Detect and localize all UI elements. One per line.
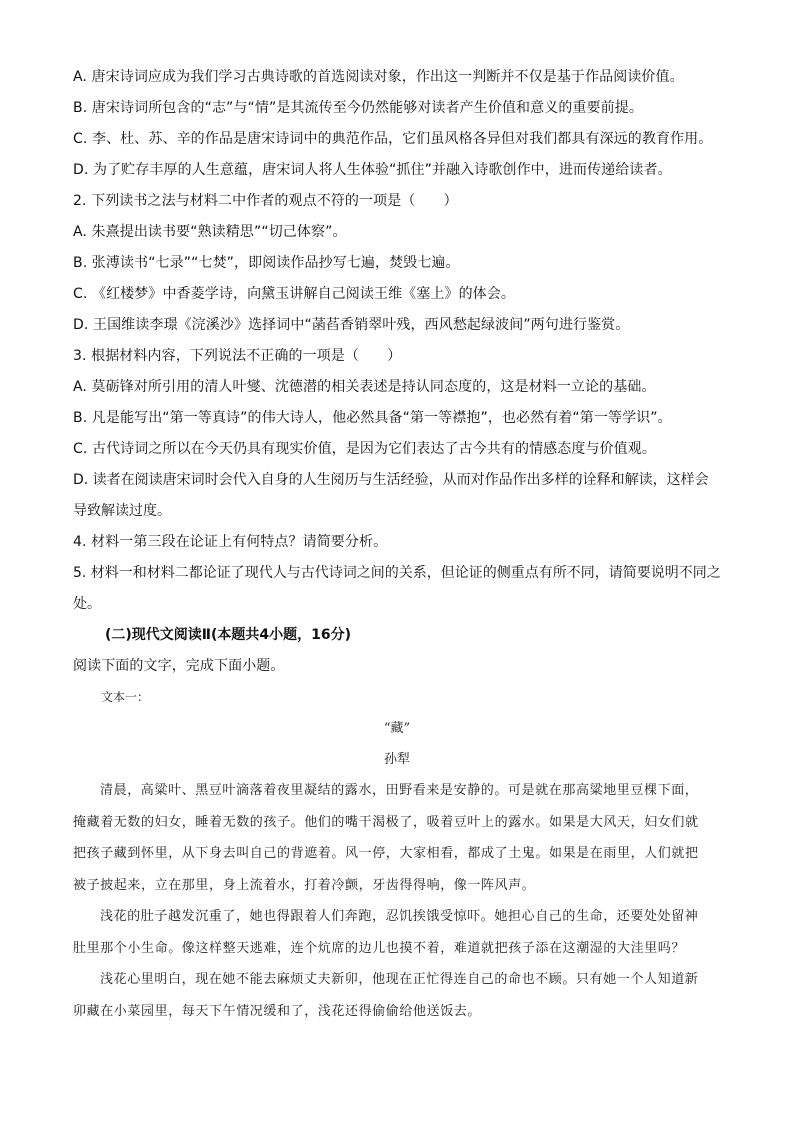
q1-option-d: D. 为了贮存丰厚的人生意蕴，唐宋词人将人生体验“抓住”并融入诗歌创作中，进而传递给读者。 [73, 162, 672, 178]
q5-line-2: 处。 [73, 596, 101, 612]
story-paragraph-3 [73, 964, 721, 1027]
section-2-instruction: 阅读下面的文字，完成下面小题。 [73, 658, 285, 674]
q5-line-1: 5. 材料一和材料二都论证了现代人与古代诗词之间的关系，但论证的侧重点有所不同，请简要说明不同之 [73, 565, 721, 581]
question-4: 4. 材料一第三段在论证上有何特点？请简要分析。 [73, 534, 388, 550]
question-5 [73, 558, 721, 620]
q3-option-c: C. 古代诗词之所以在今天仍具有现实价值，是因为它们表达了古今共有的情感态度与价值观。 [73, 441, 656, 457]
q1-option-a: A. 唐宋诗词应成为我们学习古典诗歌的首选阅读对象，作出这一判断并不仅是基于作品阅读价值。 [73, 69, 684, 85]
story-line: 把孩子藏到怀里，从下身去叫自己的背遮着。风一停，大家相看，都成了土鬼。如果是在雨里，人们就把 [73, 846, 699, 861]
q2-option-c: C. 《红楼梦》中香菱学诗，向黛玉讲解自己阅读王维《塞上》的体会。 [73, 286, 515, 302]
q2-stem: 2. 下列读书之法与材料二中作者的观点不符的一项是（ ） [73, 193, 458, 209]
question-2 [73, 186, 721, 341]
q3-option-a: A. 莫砺锋对所引用的清人叶燮、沈德潜的相关表述是持认同态度的，这是材料一立论的基础。 [73, 379, 656, 395]
story-title: “藏” [383, 721, 411, 736]
story-line: 浅花心里明白，现在她不能去麻烦丈夫新卯，他现在正忙得连自己的命也不顾。只有她一个人知道新 [100, 972, 699, 987]
story-paragraph-1 [73, 775, 721, 901]
q3-stem: 3. 根据材料内容，下列说法不正确的一项是（ ） [73, 348, 402, 364]
q2-option-d: D. 王国维读李璟《浣溪沙》选择词中“菡萏香销翠叶残，西风愁起绿波间”两句进行鉴赏。 [73, 317, 630, 333]
story-line: 被子披起来，立在那里，身上流着水，打着冷颤，牙齿得得响，像一阵风声。 [73, 877, 536, 893]
text-one-label: 文本一： [101, 690, 150, 704]
story-body [73, 775, 721, 1027]
section-2-heading: (二)现代文阅读Ⅱ(本题共4小题，16分) [105, 627, 352, 643]
story-line: 掩藏着无数的妇女，睡着无数的孩子。他们的嘴干渴极了，吸着豆叶上的露水。如果是大风天，妇女们就 [73, 814, 699, 830]
question-1-options [73, 62, 721, 186]
question-3 [73, 341, 721, 527]
story-line: 肚里那个小生命。像这样整天逃难，连个炕席的边儿也摸不着，难道就把孩子添在这潮湿的大洼里吗？ [73, 940, 686, 956]
q2-option-a: A. 朱熹提出读书要“熟读精思”“切己体察”。 [73, 224, 347, 240]
story-line: 卯藏在小菜园里，每天下午情况缓和了，浅花还得偷偷给他送饭去。 [73, 1003, 482, 1019]
document-page [73, 62, 721, 1027]
q3-option-d-line-1: D. 读者在阅读唐宋词时会代入自身的人生阅历与生活经验，从而对作品作出多样的诠释和解读，这样会 [73, 472, 709, 488]
story-line: 清晨，高粱叶、黑豆叶滴落着夜里凝结的露水，田野看来是安静的。可是就在那高粱地里豆棵下面， [100, 783, 699, 798]
story-author: 孙犁 [383, 752, 410, 767]
q1-option-b: B. 唐宋诗词所包含的“志”与“情”是其流传至今仍然能够对读者产生价值和意义的重要前提。 [73, 100, 643, 116]
q3-option-b: B. 凡是能写出“第一等真诗”的伟大诗人，他必然具备“第一等襟抱”，也必然有着“第一等学识”。 [73, 410, 672, 426]
q3-option-d-line-2: 导致解读过度。 [73, 503, 171, 519]
q1-option-c: C. 李、杜、苏、辛的作品是唐宋诗词中的典范作品，它们虽风格各异但对我们都具有深远的教育作用。 [73, 131, 713, 147]
q2-option-b: B. 张溥读书“七录”“七焚”，即阅读作品抄写七遍，焚毁七遍。 [73, 255, 460, 271]
story-line: 浅花的肚子越发沉重了，她也得跟着人们奔跑，忍饥挨饿受惊吓。她担心自己的生命，还要处处留神 [100, 909, 699, 924]
story-paragraph-2 [73, 901, 721, 964]
